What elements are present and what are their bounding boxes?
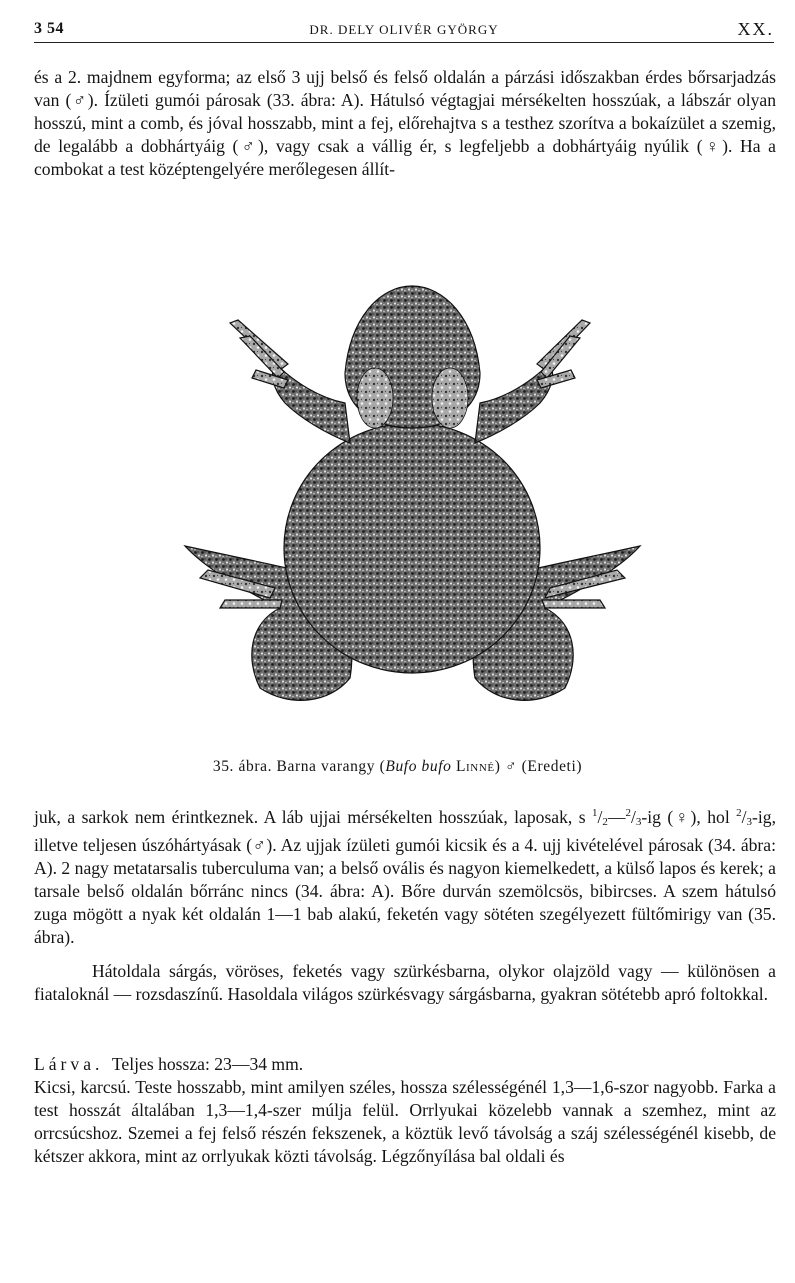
fraction-2-slash: /: [631, 807, 636, 827]
paragraph-1: és a 2. majdnem egyforma; az első 3 ujj belső és felső oldalán a párzási időszakban érdes bőrsarjadzás van (♂). Ízületi gumói párosak (33. ábra: A). Hátulsó végtagjai mérsékelten hosszúak, a lábszár olyan hosszú, mint a comb, és jóval hosszabb, mint a fej, előrehajtva s a testhez szorítva a bokaízület a szemig, de legalább a dobhártyáig (♂), vagy csak a vállig ér, s legfeljebb a dobhártyáig nyúlik (♀). Ha a combokat a test középtengelyére merőlegesen állít-: [34, 67, 776, 180]
fraction-2-numerator: 2: [625, 807, 632, 819]
caption-number: 35. ábra.: [212, 758, 273, 775]
caption-author: Linné: [455, 758, 495, 775]
paragraph-3: Hátoldala sárgás, vöröses, feketés vagy szürkésbarna, olykor olajzöld vagy — különösen a fiataloknál — rozsdaszínű. Hasoldala világos szürkésvagy sárgásbarna, gyakran sötétebb apró foltokkal.: [34, 961, 776, 1005]
paragraph-2: [34, 802, 776, 950]
paragraph-2-part-3: -ig (♀), hol: [641, 807, 737, 827]
paragraph-4: [34, 1053, 776, 1168]
paragraph-2-part-4: -ig, illetve teljesen úszóhártyásak (♂). Az ujjak ízületi gumói kicsik és a 4. ujj kivételével párosak (34. ábra: A). 2 nagy metatarsalis tuberculuma van; a belső ovális és nagyon kiemelkedett, a külső lapos és kerek; a tarsale belső oldalán bőrránc nincs (34. ábra: A). Bőre durván szemölcsös, bibircses. A szem hátulsó zuga mögött a nyak két oldalán 1—1 bab alakú, feketén vagy sötéten szegélyezett fültőmirigy van (35. ábra).: [34, 807, 776, 948]
larva-description: Kicsi, karcsú. Teste hosszabb, mint amilyen széles, hossza szélességénél 1,3—1,6-szor nagyobb. Farka a test hosszát általában 1,3—1,4-szer múlja felül. Orrlyukai közelebb vannak a szemhez, mint az orrcsúcshoz. Szemei a fej felső részén fekszenek, a köztük levő távolság a száj szélességénél kisebb, de kétszer akkora, mint az orrlyukak közti távolság. Légzőnyílása bal oldali és: [34, 1077, 776, 1167]
figure-caption: [0, 758, 795, 776]
page-header: [34, 18, 774, 44]
section-number: XX.: [737, 19, 774, 39]
larva-length: Teljes hossza: 23—34 mm.: [111, 1054, 304, 1074]
fraction-3-numerator: 2: [736, 807, 742, 819]
caption-rest: ) ♂ (Eredeti): [494, 758, 583, 775]
paragraph-2-part-1: juk, a sarkok nem érintkeznek. A láb ujjai mérsékelten hosszúak, laposak, s: [34, 807, 593, 827]
fraction-1-slash: /: [597, 807, 603, 827]
caption-species: Bufo bufo: [385, 758, 452, 775]
caption-text: Barna varangy (: [276, 758, 386, 775]
fraction-3-slash: /: [741, 807, 747, 827]
paragraph-2-part-2: —: [607, 807, 626, 827]
page-number: 3 54: [34, 20, 64, 37]
fraction-1-denominator: 2: [602, 816, 608, 828]
fraction-3-denominator: 3: [746, 816, 753, 828]
larva-heading: Lárva.: [34, 1054, 104, 1074]
fraction-1-numerator: 1: [592, 807, 598, 819]
running-title: DR. DELY OLIVÉR GYÖRGY: [309, 22, 499, 37]
fraction-2-denominator: 3: [635, 816, 642, 828]
toad-body-group: [185, 286, 640, 700]
toad-illustration: [180, 278, 645, 728]
header-rule: [34, 42, 774, 43]
